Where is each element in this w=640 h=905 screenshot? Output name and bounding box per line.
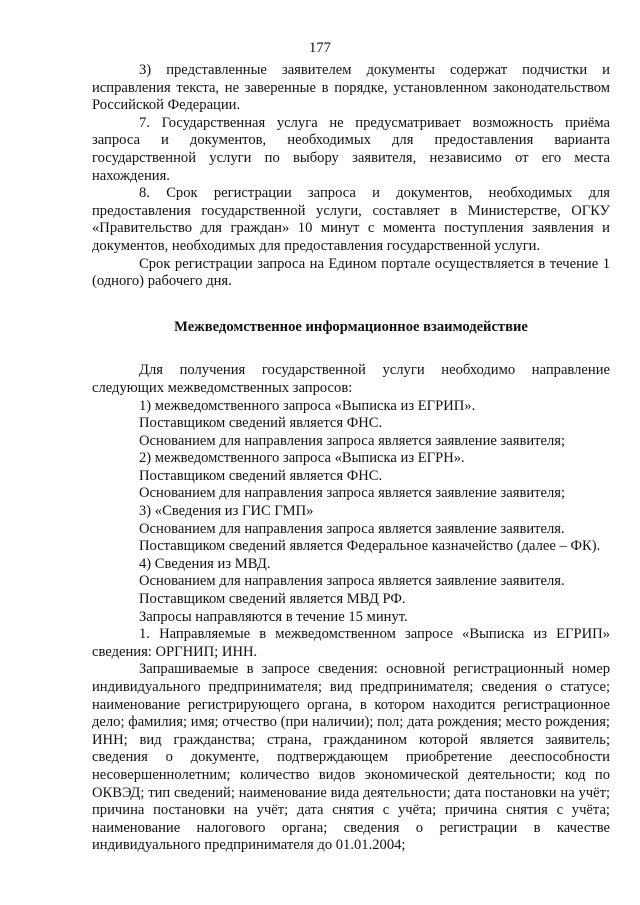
paragraph: Поставщиком сведений является МВД РФ. xyxy=(139,591,406,608)
paragraph: Основанием для направления запроса является заявление заявителя. xyxy=(139,520,565,537)
paragraph: 1) межведомственного запроса «Выписка из ЕГРИП». xyxy=(139,397,476,414)
paragraph: 2) межведомственного запроса «Выписка из ЕГРН». xyxy=(139,450,465,467)
paragraph: 7. Государственная услуга не предусматривает возможность приёма запроса и документов, необходимых для предоставления варианта государственной услуги по выбору заявителя, независимо от его места нахождения. xyxy=(92,114,610,184)
paragraph: Основанием для направления запроса является заявление заявителя; xyxy=(139,485,566,502)
section-heading: Межведомственное информационное взаимодействие xyxy=(174,318,528,335)
paragraph: 3) представленные заявителем документы содержат подчистки и исправления текста, не заверенные в порядке, установленном законодательством Российской Федерации. xyxy=(92,62,610,114)
paragraph: Для получения государственной услуги необходимо направление следующих межведомственных запросов: xyxy=(92,362,610,396)
paragraph: 8. Срок регистрации запроса и документов, необходимых для предоставления государственной услуги, составляет в Министерстве, ОГКУ «Правительство для граждан» 10 минут с момента поступления заявления и документов, необходимых для предоставления государственной услуги. xyxy=(92,185,610,254)
page-number: 177 xyxy=(309,40,331,56)
paragraph: Поставщиком сведений является Федеральное казначейство (далее – ФК). xyxy=(139,538,601,555)
paragraph: Запрашиваемые в запросе сведения: основной регистрационный номер индивидуального предпринимателя; вид предпринимателя; сведения о статусе; наименование регистрирующего органа, в котором находится регистрационное дело; фамилия; имя; отчество (при наличии); пол; дата рождения; место рождения; ИНН; вид гражданства; страна, гражданином которой является заявитель; сведения о документе, подтверждающем приобретение дееспособности несовершеннолетним; количество видов экономической деятельности; код по ОКВЭД; тип сведений; наименование вида деятельности; дата постановки на учёт; причина постановки на учёт; дата снятия с учёта; причина снятия с учёта; наименование налогового органа; сведения о регистрации в качестве индивидуального предпринимателя до 01.01.2004; xyxy=(92,661,610,854)
paragraph: Основанием для направления запроса является заявление заявителя. xyxy=(139,573,565,590)
paragraph: Запросы направляются в течение 15 минут. xyxy=(139,608,408,625)
paragraph: Срок регистрации запроса на Едином портале осуществляется в течение 1 (одного) рабочего дня. xyxy=(92,255,610,290)
paragraph: Поставщиком сведений является ФНС. xyxy=(139,415,383,432)
paragraph: 4) Сведения из МВД. xyxy=(139,555,271,572)
paragraph: 1. Направляемые в межведомственном запросе «Выписка из ЕГРИП» сведения: ОРГНИП; ИНН. xyxy=(92,626,610,660)
paragraph: Основанием для направления запроса является заявление заявителя; xyxy=(139,432,566,449)
paragraph: 3) «Сведения из ГИС ГМП» xyxy=(139,503,314,520)
page-content xyxy=(92,62,610,855)
paragraph: Поставщиком сведений является ФНС. xyxy=(139,467,383,484)
